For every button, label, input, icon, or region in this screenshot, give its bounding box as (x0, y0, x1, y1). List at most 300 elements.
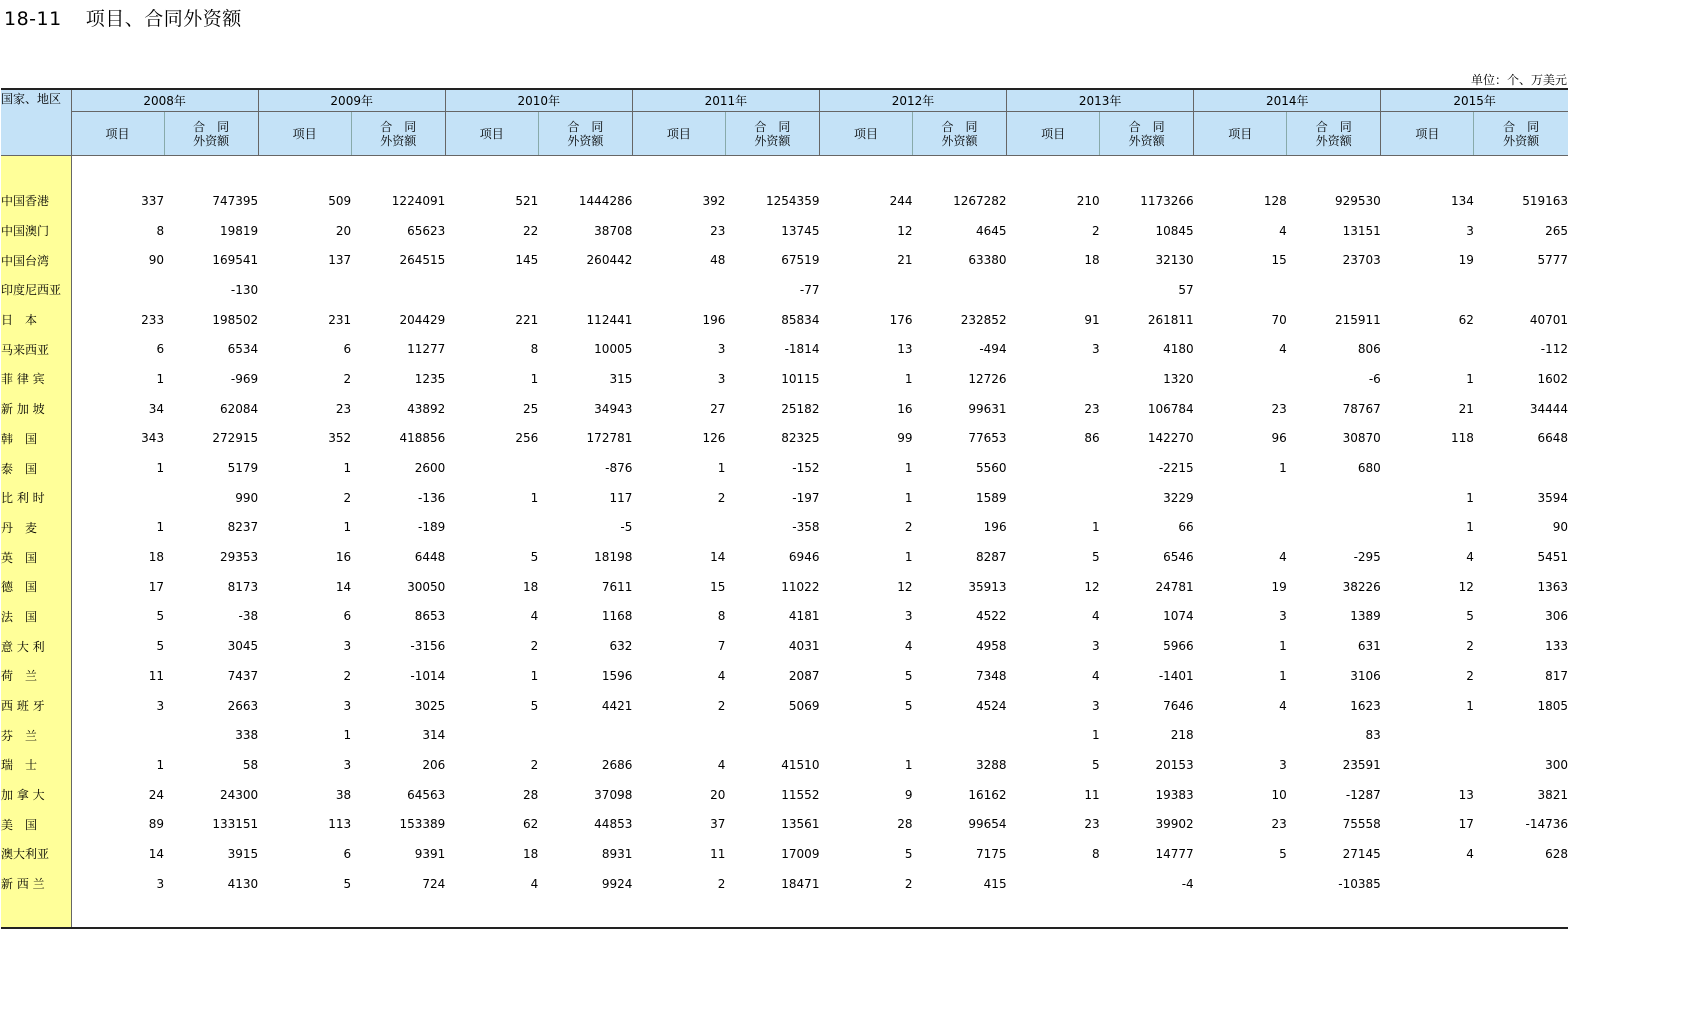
project-count-cell: 28 (897, 817, 913, 832)
year-header: 2010年 (445, 89, 632, 112)
table-row (1, 453, 1568, 483)
table-row (1, 394, 1568, 424)
table-row (1, 186, 1568, 216)
project-count-header: 项目 (1381, 112, 1474, 156)
project-count-cell: 4 (530, 609, 539, 624)
contract-amount-cell: 83 (1365, 728, 1381, 743)
contract-amount-cell: 11022 (781, 579, 820, 594)
country-column-header: 国家、地区 (1, 89, 71, 156)
table-body (1, 156, 1568, 928)
contract-amount-header-line1: 合 同 (1128, 119, 1165, 134)
project-count-cell (445, 453, 538, 483)
project-count-cell: 16 (335, 550, 352, 565)
contract-amount-header (164, 112, 258, 156)
project-count-cell: 5 (343, 876, 352, 891)
contract-amount-cell: 215911 (1334, 312, 1381, 327)
project-count-cell: 25 (523, 401, 539, 416)
empty-cell (1287, 156, 1381, 187)
contract-amount-cell (725, 720, 819, 750)
table-row (1, 809, 1568, 839)
project-count-cell: 256 (515, 431, 539, 446)
project-count-cell: 5 (904, 846, 913, 861)
contract-amount-cell: 418856 (399, 431, 446, 446)
contract-amount-cell: 1623 (1350, 698, 1381, 713)
empty-cell (632, 156, 725, 187)
project-count-cell: 18 (523, 579, 539, 594)
country-name: 新 加 坡 (1, 394, 71, 424)
contract-amount-cell: 724 (422, 876, 446, 891)
project-count-cell: 70 (1271, 312, 1287, 327)
project-count-cell: 2 (1466, 639, 1474, 654)
project-count-cell: 1 (343, 728, 352, 743)
contract-amount-header-line1: 合 同 (754, 119, 791, 134)
year-header: 2011年 (632, 89, 819, 112)
project-count-cell: 5 (156, 609, 165, 624)
contract-amount-cell: 3915 (227, 846, 259, 861)
project-count-cell: 145 (515, 253, 539, 268)
contract-amount-cell (1287, 483, 1381, 513)
contract-amount-cell (1474, 275, 1568, 305)
project-count-cell: 62 (1458, 312, 1474, 327)
contract-amount-cell: 5179 (227, 461, 259, 476)
project-count-cell: 2 (343, 668, 352, 683)
contract-amount-header-line1: 合 同 (1503, 119, 1540, 134)
contract-amount-cell: 82325 (781, 431, 820, 446)
contract-amount-cell: 7175 (976, 846, 1007, 861)
contract-amount-cell: 37098 (594, 787, 633, 802)
contract-amount-cell: -112 (1540, 342, 1568, 357)
year-header: 2009年 (258, 89, 445, 112)
bottom-row (1, 899, 1568, 928)
table-row (1, 245, 1568, 275)
contract-amount-cell: 1596 (601, 668, 633, 683)
project-count-cell (1194, 364, 1287, 394)
contract-amount-cell: 338 (235, 728, 259, 743)
empty-cell (632, 899, 725, 928)
empty-cell (351, 156, 445, 187)
project-count-cell (819, 275, 912, 305)
contract-amount-cell: 8287 (976, 550, 1007, 565)
project-count-cell: 221 (515, 312, 539, 327)
project-count-cell: 17 (1458, 817, 1474, 832)
contract-amount-cell: 67519 (781, 253, 820, 268)
project-count-cell: 5 (1279, 846, 1287, 861)
contract-amount-cell: -1287 (1345, 787, 1381, 802)
contract-amount-cell: 1267282 (953, 193, 1007, 208)
contract-amount-cell (913, 275, 1007, 305)
project-count-cell: 48 (710, 253, 726, 268)
contract-amount-cell: 631 (1357, 639, 1381, 654)
table-row (1, 602, 1568, 632)
contract-amount-cell: 29353 (219, 550, 259, 565)
contract-amount-header-line1: 合 同 (1315, 119, 1352, 134)
project-count-cell: 1 (1466, 698, 1474, 713)
project-count-cell: 3 (343, 698, 352, 713)
project-count-cell: 2 (904, 876, 913, 891)
contract-amount-cell: 1235 (414, 371, 446, 386)
project-count-cell: 196 (702, 312, 726, 327)
contract-amount-cell: 23703 (1342, 253, 1381, 268)
country-name: 菲 律 宾 (1, 364, 71, 394)
project-count-cell: 2 (530, 639, 539, 654)
empty-cell (1007, 156, 1100, 187)
contract-amount-cell: 18198 (594, 550, 633, 565)
project-count-cell: 13 (897, 342, 913, 357)
country-name: 加 拿 大 (1, 780, 71, 810)
contract-amount-cell: 10115 (781, 371, 820, 386)
empty-cell (538, 899, 632, 928)
contract-amount-header-line1: 合 同 (941, 119, 978, 134)
project-count-cell: 22 (523, 223, 539, 238)
project-count-cell: 20 (335, 223, 352, 238)
table-row (1, 631, 1568, 661)
empty-cell (351, 899, 445, 928)
contract-amount-cell: 4181 (788, 609, 820, 624)
contract-amount-header-line2: 外资额 (193, 133, 230, 148)
table-row (1, 305, 1568, 335)
contract-amount-cell: -295 (1353, 550, 1381, 565)
year-header: 2008年 (71, 89, 258, 112)
empty-cell (913, 156, 1007, 187)
contract-amount-cell: 232852 (960, 312, 1007, 327)
empty-cell (1381, 899, 1474, 928)
contract-amount-header-line2: 外资额 (567, 133, 604, 148)
contract-amount-cell: 16162 (968, 787, 1007, 802)
project-count-cell: 343 (141, 431, 165, 446)
project-count-cell (1381, 720, 1474, 750)
project-count-header: 项目 (258, 112, 351, 156)
contract-amount-header-line2: 外资额 (941, 133, 978, 148)
contract-amount-header-line1: 合 同 (567, 119, 604, 134)
contract-amount-header-line2: 外资额 (380, 133, 417, 148)
project-count-cell (1381, 334, 1474, 364)
project-count-cell: 118 (1450, 431, 1474, 446)
year-header-row (1, 89, 1568, 112)
contract-amount-cell: 77653 (968, 431, 1007, 446)
contract-amount-cell: 632 (609, 639, 633, 654)
contract-amount-cell: 14777 (1155, 846, 1194, 861)
project-count-cell (445, 275, 538, 305)
contract-amount-cell: 1168 (601, 609, 633, 624)
contract-amount-cell: 65623 (407, 223, 446, 238)
project-count-cell (1381, 453, 1474, 483)
project-count-cell: 4 (1091, 609, 1100, 624)
contract-amount-cell: 4958 (976, 639, 1007, 654)
contract-amount-cell: 38708 (594, 223, 633, 238)
contract-amount-cell: 78767 (1342, 401, 1381, 416)
project-count-cell: 1 (530, 371, 539, 386)
project-count-cell: 2 (1091, 223, 1100, 238)
country-name: 澳大利亚 (1, 839, 71, 869)
country-name: 马来西亚 (1, 334, 71, 364)
project-count-cell: 1 (343, 520, 352, 535)
country-name: 英 国 (1, 542, 71, 572)
project-count-cell: 3 (1279, 609, 1287, 624)
contract-amount-cell: 34943 (594, 401, 633, 416)
project-count-cell: 6 (343, 846, 352, 861)
contract-amount-cell: 20153 (1155, 757, 1194, 772)
project-count-cell: 15 (1271, 253, 1287, 268)
contract-amount-cell: 13745 (781, 223, 820, 238)
contract-amount-cell: -1814 (784, 342, 820, 357)
project-count-cell: 2 (904, 520, 913, 535)
contract-amount-cell: 1589 (976, 490, 1007, 505)
country-name: 印度尼西亚 (1, 275, 71, 305)
project-count-cell (1007, 364, 1100, 394)
contract-amount-header (351, 112, 445, 156)
contract-amount-cell: 1389 (1350, 609, 1381, 624)
contract-amount-cell: 172781 (586, 431, 633, 446)
contract-amount-header-line2: 外资额 (1128, 133, 1165, 148)
project-count-cell: 5 (1466, 609, 1474, 624)
project-count-cell: 4 (1279, 342, 1287, 357)
project-count-cell (1381, 275, 1474, 305)
contract-amount-cell: -494 (979, 342, 1007, 357)
project-count-cell (445, 513, 538, 543)
project-count-cell: 1 (904, 490, 913, 505)
empty-cell (1474, 899, 1568, 928)
project-count-cell: 1 (530, 668, 539, 683)
project-count-cell: 3 (156, 876, 165, 891)
contract-amount-cell: -136 (418, 490, 446, 505)
contract-amount-header-line2: 外资额 (754, 133, 791, 148)
project-count-cell: 3 (904, 609, 913, 624)
contract-amount-cell (1474, 453, 1568, 483)
contract-amount-cell (1287, 275, 1381, 305)
project-count-cell (1007, 869, 1100, 899)
project-count-cell: 8 (156, 223, 165, 238)
contract-amount-cell: 19383 (1155, 787, 1194, 802)
contract-amount-cell: 6946 (788, 550, 820, 565)
contract-amount-cell: 7611 (601, 579, 633, 594)
contract-amount-cell: 153389 (399, 817, 446, 832)
contract-amount-cell: 264515 (399, 253, 446, 268)
project-count-cell (1007, 275, 1100, 305)
project-count-cell: 126 (702, 431, 726, 446)
contract-amount-cell: 4130 (227, 876, 259, 891)
project-count-cell: 4 (1466, 846, 1474, 861)
table-row (1, 424, 1568, 454)
project-count-cell: 4 (530, 876, 539, 891)
country-name: 意 大 利 (1, 631, 71, 661)
contract-amount-header-line1: 合 同 (380, 119, 417, 134)
country-name: 芬 兰 (1, 720, 71, 750)
project-count-cell: 11 (148, 668, 165, 683)
contract-amount-cell: -2215 (1158, 461, 1194, 476)
contract-amount-cell: 41510 (781, 757, 820, 772)
contract-amount-cell: 3025 (414, 698, 446, 713)
contract-amount-cell: 990 (235, 490, 259, 505)
project-count-header: 项目 (819, 112, 912, 156)
project-count-cell: 337 (141, 193, 165, 208)
project-count-cell (819, 720, 912, 750)
contract-amount-cell: 747395 (212, 193, 259, 208)
project-count-cell: 4 (1279, 698, 1287, 713)
empty-cell (1194, 899, 1287, 928)
contract-amount-cell: 198502 (212, 312, 259, 327)
project-count-cell: 1 (1091, 728, 1100, 743)
contract-amount-cell: 196 (983, 520, 1007, 535)
contract-amount-cell: 6534 (227, 342, 259, 357)
contract-amount-cell: 204429 (399, 312, 446, 327)
project-count-cell: 16 (897, 401, 913, 416)
contract-amount-cell: 30050 (407, 579, 446, 594)
project-count-cell: 1 (530, 490, 539, 505)
contract-amount-cell: 300 (1545, 757, 1568, 772)
contract-amount-cell: 5069 (788, 698, 820, 713)
contract-amount-cell: 32130 (1155, 253, 1194, 268)
table-row (1, 513, 1568, 543)
empty-cell (258, 156, 351, 187)
project-count-cell (1194, 483, 1287, 513)
contract-amount-cell: 5560 (976, 461, 1007, 476)
project-count-cell: 11 (710, 846, 726, 861)
contract-amount-cell: 415 (983, 876, 1007, 891)
project-count-cell: 8 (1091, 846, 1100, 861)
contract-amount-cell: 519163 (1522, 193, 1568, 208)
project-count-cell: 3 (156, 698, 165, 713)
contract-amount-cell: 99631 (968, 401, 1007, 416)
empty-cell (164, 156, 258, 187)
contract-amount-cell: 929530 (1334, 193, 1381, 208)
contract-amount-cell: 12726 (968, 371, 1007, 386)
project-count-cell (1007, 483, 1100, 513)
empty-cell (71, 899, 164, 928)
country-cell-empty (1, 899, 71, 928)
project-count-cell: 5 (1091, 757, 1100, 772)
contract-amount-cell: -189 (418, 520, 446, 535)
contract-amount-cell: 2663 (227, 698, 259, 713)
project-count-cell (1007, 453, 1100, 483)
project-count-cell: 231 (328, 312, 352, 327)
project-count-cell (1194, 275, 1287, 305)
project-count-cell: 6 (343, 342, 352, 357)
project-count-cell: 1 (1091, 520, 1100, 535)
project-count-cell: 392 (702, 193, 726, 208)
contract-amount-cell: 2686 (601, 757, 633, 772)
project-count-cell (445, 720, 538, 750)
sub-header-row (1, 112, 1568, 156)
project-count-cell: 2 (530, 757, 539, 772)
project-count-cell: 1 (1279, 668, 1287, 683)
project-count-cell: 113 (328, 817, 352, 832)
contract-amount-cell: 35913 (968, 579, 1007, 594)
project-count-cell: 4 (1279, 550, 1287, 565)
project-count-cell: 23 (710, 223, 726, 238)
project-count-cell: 13 (1458, 787, 1474, 802)
country-cell-empty (1, 156, 71, 187)
empty-cell (819, 899, 912, 928)
project-count-cell: 4 (1466, 550, 1474, 565)
project-count-cell: 521 (515, 193, 539, 208)
contract-amount-cell: 11277 (407, 342, 446, 357)
contract-amount-cell: -1014 (410, 668, 446, 683)
contract-amount-cell: 8173 (227, 579, 259, 594)
contract-amount-cell: 9924 (601, 876, 633, 891)
project-count-cell: 91 (1084, 312, 1100, 327)
contract-amount-cell: 4645 (976, 223, 1007, 238)
table-row (1, 720, 1568, 750)
contract-amount-cell: 10005 (594, 342, 633, 357)
contract-amount-cell: 261811 (1147, 312, 1194, 327)
contract-amount-cell: 1173266 (1140, 193, 1194, 208)
project-count-cell: 1 (1279, 639, 1287, 654)
contract-amount-cell: 6448 (414, 550, 446, 565)
project-count-cell: 8 (717, 609, 726, 624)
contract-amount-cell: 27145 (1342, 846, 1381, 861)
contract-amount-cell: 628 (1545, 846, 1568, 861)
project-count-cell: 3 (717, 371, 726, 386)
table-number: 18-11 (4, 8, 62, 30)
country-name: 西 班 牙 (1, 691, 71, 721)
project-count-cell: 2 (343, 490, 352, 505)
project-count-cell: 99 (897, 431, 913, 446)
project-count-cell: 34 (148, 401, 165, 416)
project-count-cell: 19 (1271, 579, 1287, 594)
contract-amount-cell: 1363 (1537, 579, 1568, 594)
empty-cell (1194, 156, 1287, 187)
project-count-cell: 62 (523, 817, 539, 832)
empty-cell (725, 899, 819, 928)
contract-amount-cell: 66 (1178, 520, 1194, 535)
project-count-cell: 90 (148, 253, 165, 268)
contract-amount-cell: -1401 (1158, 668, 1194, 683)
contract-amount-cell: -130 (230, 282, 259, 297)
spacer-row (1, 156, 1568, 187)
contract-amount-cell: 133 (1545, 639, 1568, 654)
project-count-cell: 86 (1084, 431, 1100, 446)
page-title (4, 4, 242, 31)
table-row (1, 691, 1568, 721)
data-table (1, 88, 1568, 929)
project-count-cell: 8 (530, 342, 539, 357)
empty-cell (819, 156, 912, 187)
project-count-cell: 6 (343, 609, 352, 624)
contract-amount-cell: 3106 (1350, 668, 1381, 683)
project-count-cell: 4 (904, 639, 913, 654)
country-name: 瑞 士 (1, 750, 71, 780)
contract-amount-cell (1474, 869, 1568, 899)
project-count-cell: 2 (1466, 668, 1474, 683)
contract-amount-cell: 315 (609, 371, 633, 386)
contract-amount-cell: 1320 (1163, 371, 1194, 386)
contract-amount-header-line1: 合 同 (193, 119, 230, 134)
contract-amount-cell: 17009 (781, 846, 820, 861)
project-count-cell: 7 (717, 639, 726, 654)
project-count-cell: 1 (1466, 520, 1474, 535)
contract-amount-cell: 75558 (1342, 817, 1381, 832)
contract-amount-cell: 24300 (219, 787, 259, 802)
project-count-cell: 3 (343, 757, 352, 772)
table-row (1, 780, 1568, 810)
project-count-cell: 12 (897, 223, 913, 238)
project-count-cell: 20 (710, 787, 726, 802)
project-count-cell (71, 720, 164, 750)
project-count-cell: 134 (1450, 193, 1474, 208)
contract-amount-cell: 62084 (219, 401, 259, 416)
country-name: 韩 国 (1, 424, 71, 454)
contract-amount-cell: 3594 (1537, 490, 1568, 505)
contract-amount-cell: -876 (605, 461, 633, 476)
project-count-cell: 2 (717, 490, 726, 505)
project-count-cell: 10 (1271, 787, 1287, 802)
project-count-cell: 21 (897, 253, 913, 268)
project-count-cell: 19 (1458, 253, 1474, 268)
contract-amount-cell: 1805 (1537, 698, 1568, 713)
project-count-cell: 37 (710, 817, 726, 832)
contract-amount-cell (1287, 513, 1381, 543)
contract-amount-cell: 1074 (1163, 609, 1194, 624)
